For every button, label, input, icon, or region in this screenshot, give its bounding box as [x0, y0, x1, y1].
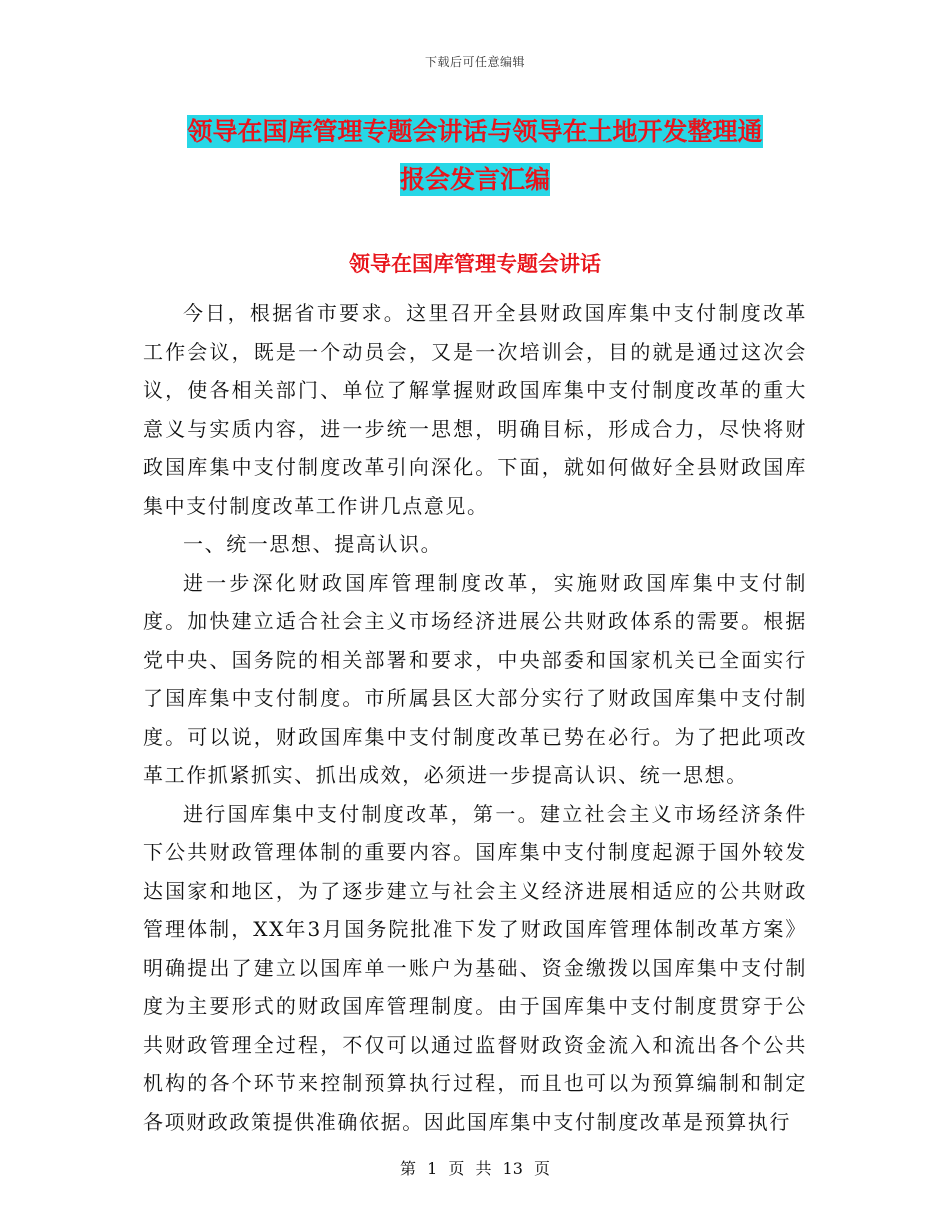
document-title-line-2: 报会发言汇编 — [399, 165, 550, 194]
paragraph-4: 进行国库集中支付制度改革，第一。建立社会主义市场经济条件下公共财政管理体制的重要内容。国库集中支付制度起源于国外较发达国家和地区，为了逐步建立与社会主义经济进展相适应的公共财政管理体制，XX年3月国务院批准下发了财政国库管理体制改革方案》明确提出了建立以国库单一账户为基础、资金缴拨以国库集中支付制度为主要形式的财政国库管理制度。由于国库集中支付制度贯穿于公共财政管理全过程，不仅可以通过监督财政资金流入和流出各个公共机构的各个环节来控制预算执行过程，而且也可以为预算编制和制定各项财政政策提供准确依据。因此国库集中支付制度改革是预算执行 — [143, 801, 807, 1134]
document-title — [150, 108, 800, 204]
paragraph-2: 一、统一思想、提高认识。 — [183, 532, 443, 556]
document-body — [143, 294, 807, 1141]
paragraph-3: 进一步深化财政国库管理制度改革，实施财政国库集中支付制度。加快建立适合社会主义市场经济进展公共财政体系的需要。根据党中央、国务院的相关部署和要求，中央部委和国家机关已全面实行了国库集中支付制度。市所属县区大部分实行了财政国库集中支付制度。可以说，财政国库集中支付制度改革已势在必行。为了把此项改革工作抓紧抓实、抓出成效，必须进一步提高认识、统一思想。 — [143, 570, 807, 787]
section-title: 领导在国库管理专题会讲话 — [349, 252, 601, 276]
page-number-footer: 第 1 页 共 13 页 — [400, 1159, 550, 1178]
document-title-line-1: 领导在国库管理专题会讲话与领导在土地开发整理通 — [187, 117, 763, 146]
header-note: 下载后可任意编辑 — [424, 55, 525, 69]
paragraph-1: 今日，根据省市要求。这里召开全县财政国库集中支付制度改革工作会议，既是一个动员会，又是一次培训会，目的就是通过这次会议，使各相关部门、单位了解掌握财政国库集中支付制度改革的重大意义与实质内容，进一步统一思想，明确目标，形成合力，尽快将财政国库集中支付制度改革引向深化。下面，就如何做好全县财政国库集中支付制度改革工作讲几点意见。 — [143, 301, 807, 518]
